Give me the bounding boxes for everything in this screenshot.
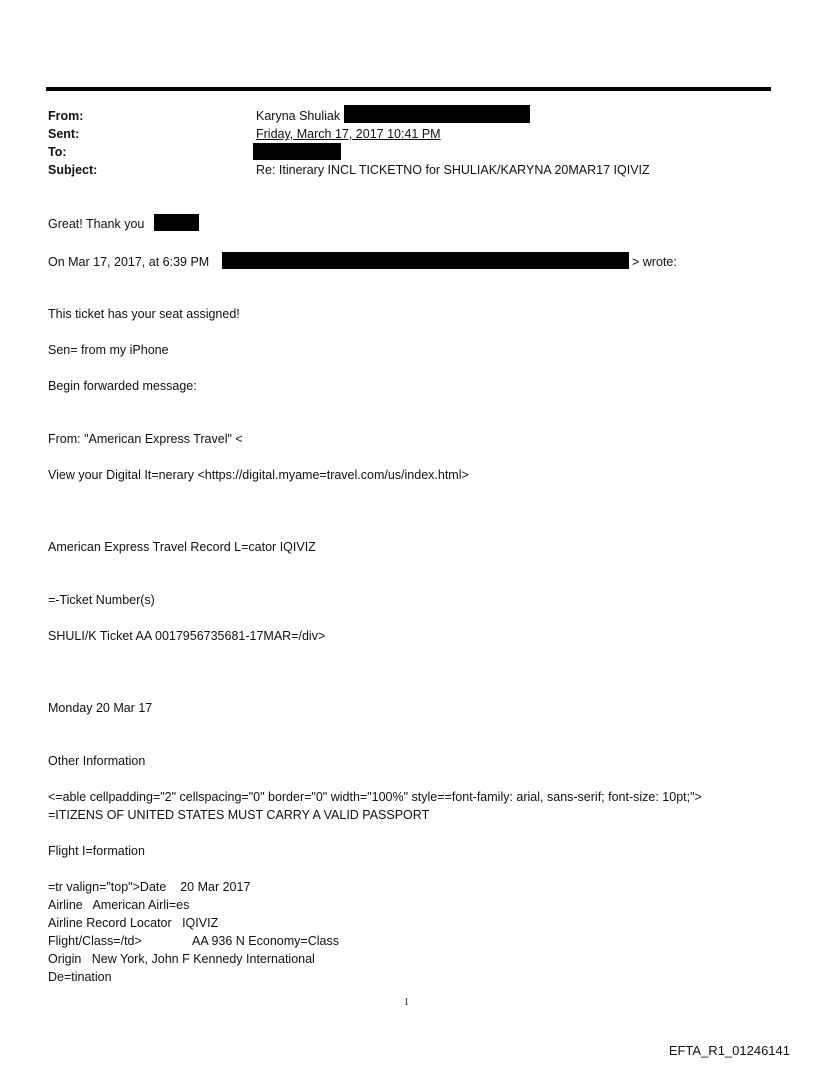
from-value: Karyna Shuliak (256, 109, 341, 123)
sent-value: Friday, March 17, 2017 10:41 PM (256, 127, 441, 141)
body-line-date: =tr valign="top">Date 20 Mar 2017 (48, 880, 251, 894)
body-line-record: American Express Travel Record L=cator IQIVIZ (48, 540, 316, 554)
on-date-line: On Mar 17, 2017, at 6:39 PM (48, 255, 210, 269)
body-line-ticket: SHULI/K Ticket AA 0017956735681-17MAR=/div> (48, 629, 326, 643)
to-label: To: (48, 145, 67, 159)
body-line-table-tag: <=able cellpadding="2" cellspacing="0" border="0" width="100%" style==font-family: arial, sans-serif; font-size: 10pt;"> (48, 790, 702, 804)
body-line-flight-info: Flight I=formation (48, 844, 145, 858)
body-line-seat: This ticket has your seat assigned! (48, 307, 240, 321)
footer-doc-id: EFTA_R1_01246141 (668, 1043, 790, 1058)
redaction-from-email (344, 105, 530, 123)
body-line-airline: Airline American Airli=es (48, 898, 190, 912)
body-line-monday: Monday 20 Mar 17 (48, 701, 153, 715)
from-label: From: (48, 109, 84, 123)
subject-label: Subject: (48, 163, 98, 177)
sent-label: Sent: (48, 127, 80, 141)
redaction-greeting-name (154, 214, 199, 231)
body-line-flight-class-value: AA 936 N Economy=Class (192, 934, 339, 948)
redaction-sender (222, 252, 629, 269)
body-line-ticket-numbers: =-Ticket Number(s) (48, 593, 155, 607)
body-line-other: Other Information (48, 754, 146, 768)
wrote-suffix: > wrote: (632, 255, 677, 269)
body-line-locator: Airline Record Locator IQIVIZ (48, 916, 219, 930)
body-line-from-amex: From: "American Express Travel" < (48, 432, 243, 446)
subject-value: Re: Itinerary INCL TICKETNO for SHULIAK/KARYNA 20MAR17 IQIVIZ (256, 163, 650, 177)
body-line-flight-class-label: Flight/Class=/td> (48, 934, 142, 948)
body-line-destination: De=tination (48, 970, 112, 984)
page-number: 1 (404, 997, 409, 1008)
greeting-line: Great! Thank you (48, 217, 145, 231)
redaction-to (253, 143, 341, 160)
body-line-passport: =ITIZENS OF UNITED STATES MUST CARRY A VALID PASSPORT (48, 808, 430, 822)
body-line-origin: Origin New York, John F Kennedy International (48, 952, 315, 966)
header-rule (46, 87, 771, 91)
body-line-view: View your Digital It=nerary <https://digital.myame=travel.com/us/index.html> (48, 468, 469, 482)
body-line-sent: Sen= from my iPhone (48, 343, 169, 357)
body-line-begin: Begin forwarded message: (48, 379, 197, 393)
